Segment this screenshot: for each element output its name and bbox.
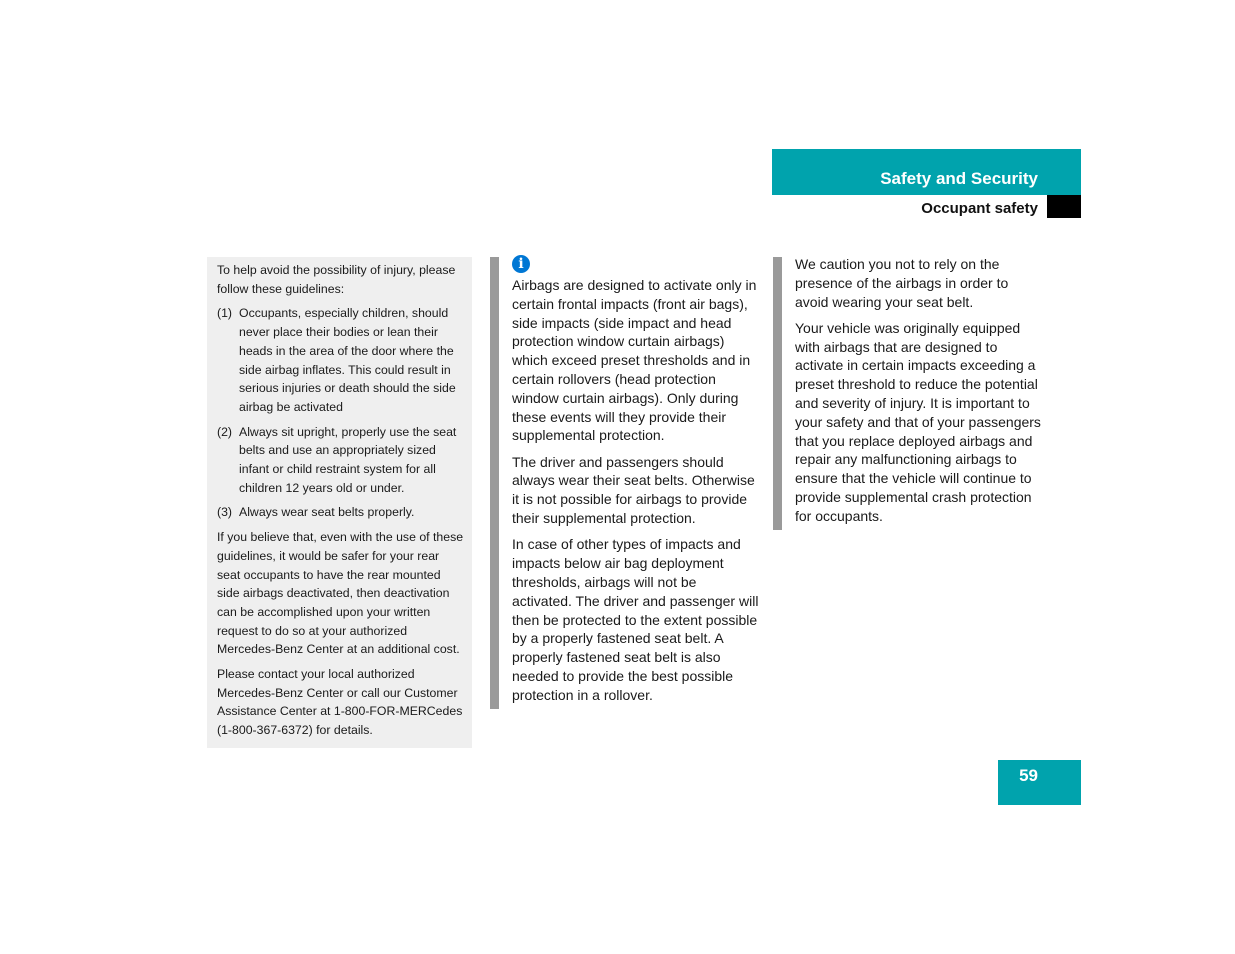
body-paragraph: The driver and passengers should always wear their seat belts. Otherwise it is not possible for airbags to provide their supplemental protection. [512, 453, 755, 527]
sidebar-paragraph: If you believe that, even with the use of these guidelines, it would be safer for your rear seat occupants to have the rear mounted side airbags deactivated, then deactivation can be accomplished upon your written request to do so at your authorized Mercedes-Benz Center at an additional cost. [217, 530, 464, 657]
caution-column [795, 255, 1042, 533]
guideline-item [217, 304, 464, 416]
page-number: 59 [1019, 766, 1038, 785]
subsection-title: Occupant safety [921, 200, 1038, 217]
column-rule [490, 257, 499, 709]
guideline-item [217, 423, 464, 498]
guideline-text: Occupants, especially children, should never place their bodies or lean their heads in the area of the door where the side airbag inflates. This could result in serious injuries or death should the side airbag be activated [239, 306, 456, 414]
body-paragraph: Airbags are designed to activate only in certain frontal impacts (front air bags), side impacts (side impact and head protection window curtain airbags) which exceed preset thresholds and in certain rollovers (head protection window curtain airbags). Only during these events will they provide their supplemental protection. [512, 277, 757, 444]
info-icon: i [512, 255, 530, 273]
sidebar-paragraph: Please contact your local authorized Mercedes-Benz Center or call our Customer Assistance Center at 1-800-FOR-MERCedes (1-800-367-6372) for details. [217, 667, 463, 738]
column-rule [773, 257, 782, 530]
sidebar-intro: To help avoid the possibility of injury, please follow these guidelines: [217, 263, 456, 296]
page-number-badge [998, 760, 1081, 805]
guideline-number: (1) [217, 306, 233, 321]
guideline-number: (2) [217, 424, 233, 439]
section-title: Safety and Security [880, 169, 1038, 188]
header-marker-block [1047, 195, 1081, 218]
guidelines-sidebar [207, 257, 472, 748]
guideline-text: Always wear seat belts properly. [239, 505, 415, 520]
section-header-bar [772, 149, 1081, 195]
guideline-number: (3) [217, 505, 233, 520]
body-paragraph: We caution you not to rely on the presence of the airbags in order to avoid wearing your seat belt. [795, 256, 1009, 310]
body-paragraph: Your vehicle was originally equipped with airbags that are designed to activate in certain impacts exceeding a preset threshold to reduce the potential and severity of injury. It is important to your safety and that of your passengers that you replace deployed airbags and repair any malfunctioning airbags to ensure that the vehicle will continue to provide supplemental crash protection for occupants. [795, 319, 1041, 524]
guideline-item [217, 503, 464, 522]
guideline-text: Always sit upright, properly use the seat belts and use an appropriately sized infant or child restraint system for all children 12 years old or under. [239, 424, 457, 495]
body-paragraph: In case of other types of impacts and impacts below air bag deployment thresholds, airbags will not be activated. The driver and passenger will then be protected to the extent possible by a properly fastened seat belt. A properly fastened seat belt is also needed to provide the best possible protection in a rollover. [512, 536, 759, 703]
info-column [512, 255, 759, 712]
